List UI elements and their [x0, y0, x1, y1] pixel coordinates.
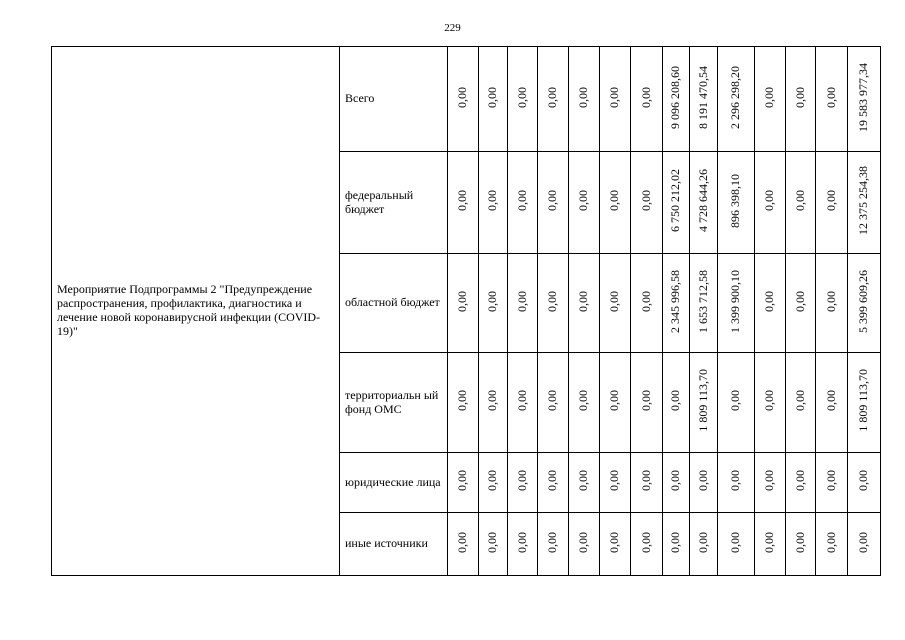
value-text: 0,00 [792, 290, 807, 312]
value-text: 0,00 [762, 470, 777, 492]
value-cell [755, 353, 786, 453]
value-text: 0,00 [607, 290, 622, 312]
measure-name-cell [52, 47, 340, 576]
funding-source-cell [340, 152, 448, 254]
value-cell [448, 353, 479, 453]
value-cell [663, 254, 690, 353]
value-cell [848, 453, 881, 513]
value-text: 0,00 [514, 290, 529, 312]
value-cell [538, 254, 569, 353]
value-cell [663, 453, 690, 513]
value-cell [538, 453, 569, 513]
value-text: 0,00 [455, 531, 470, 553]
value-text: 0,00 [762, 190, 777, 212]
value-cell [479, 453, 508, 513]
value-text: 0,00 [455, 390, 470, 412]
funding-source-label: областной бюджет [345, 295, 440, 310]
value-cell [508, 353, 538, 453]
value-cell [569, 513, 600, 576]
value-cell [479, 513, 508, 576]
value-text: 0,00 [762, 390, 777, 412]
value-cell [755, 47, 786, 152]
funding-source-label: Всего [345, 91, 375, 106]
value-cell [786, 254, 816, 353]
value-cell [816, 47, 848, 152]
value-text: 0,00 [856, 470, 871, 492]
page-number: 229 [444, 22, 461, 34]
value-cell [718, 47, 755, 152]
value-cell [816, 254, 848, 353]
value-text: 0,00 [823, 390, 838, 412]
value-cell [631, 254, 663, 353]
value-text: 2 345 996,58 [668, 269, 683, 333]
value-text: 0,00 [638, 470, 653, 492]
value-text: 0,00 [514, 190, 529, 212]
value-text: 0,00 [545, 470, 560, 492]
value-cell [508, 254, 538, 353]
funding-source-label: федеральный бюджет [345, 187, 414, 216]
table-row [52, 47, 881, 152]
value-text: 1 399 900,10 [728, 269, 743, 333]
value-text: 896 398,10 [728, 173, 743, 228]
value-text: 0,00 [695, 531, 710, 553]
value-cell [600, 513, 631, 576]
value-text: 0,00 [485, 531, 500, 553]
value-cell [600, 453, 631, 513]
value-cell [448, 453, 479, 513]
value-cell [755, 254, 786, 353]
value-cell [631, 47, 663, 152]
value-text: 8 191 470,54 [695, 65, 710, 129]
value-cell [848, 353, 881, 453]
value-text: 0,00 [485, 470, 500, 492]
value-cell [786, 353, 816, 453]
value-cell [631, 453, 663, 513]
value-text: 0,00 [823, 190, 838, 212]
value-cell [538, 152, 569, 254]
value-cell [786, 47, 816, 152]
value-text: 0,00 [638, 531, 653, 553]
value-text: 12 375 254,38 [856, 166, 871, 236]
value-text: 0,00 [455, 190, 470, 212]
value-cell [479, 152, 508, 254]
value-cell [600, 353, 631, 453]
value-text: 0,00 [792, 531, 807, 553]
value-cell [479, 254, 508, 353]
value-cell [848, 513, 881, 576]
value-cell [600, 254, 631, 353]
value-text: 0,00 [485, 390, 500, 412]
value-text: 0,00 [514, 86, 529, 108]
value-cell [600, 152, 631, 254]
value-text: 0,00 [576, 86, 591, 108]
value-cell [663, 513, 690, 576]
value-cell [508, 513, 538, 576]
value-text: 2 296 298,20 [728, 65, 743, 129]
value-cell [448, 47, 479, 152]
value-text: 0,00 [607, 531, 622, 553]
value-text: 0,00 [607, 390, 622, 412]
value-text: 19 583 977,34 [856, 62, 871, 132]
value-text: 0,00 [856, 531, 871, 553]
value-text: 0,00 [607, 86, 622, 108]
value-cell [479, 47, 508, 152]
value-text: 0,00 [792, 190, 807, 212]
value-cell [690, 47, 718, 152]
value-cell [718, 353, 755, 453]
value-text: 0,00 [545, 86, 560, 108]
value-text: 0,00 [823, 290, 838, 312]
value-text: 0,00 [792, 86, 807, 108]
value-text: 0,00 [576, 470, 591, 492]
value-text: 0,00 [545, 390, 560, 412]
funding-source-cell [340, 453, 448, 513]
value-text: 0,00 [823, 470, 838, 492]
value-text: 0,00 [823, 86, 838, 108]
value-cell [663, 152, 690, 254]
value-text: 0,00 [728, 531, 743, 553]
value-text: 0,00 [485, 190, 500, 212]
value-cell [718, 453, 755, 513]
value-text: 0,00 [762, 86, 777, 108]
value-text: 1 809 113,70 [695, 369, 710, 432]
value-text: 0,00 [545, 531, 560, 553]
value-cell [538, 513, 569, 576]
value-cell [479, 353, 508, 453]
value-text: 0,00 [638, 190, 653, 212]
value-cell [786, 453, 816, 513]
value-text: 0,00 [668, 531, 683, 553]
value-cell [690, 513, 718, 576]
value-text: 0,00 [455, 290, 470, 312]
value-cell [755, 453, 786, 513]
funding-source-label: территориальн ый фонд ОМС [345, 387, 439, 416]
value-text: 0,00 [607, 190, 622, 212]
funding-table [51, 46, 881, 576]
value-text: 0,00 [638, 86, 653, 108]
value-text: 0,00 [638, 390, 653, 412]
value-text: 0,00 [545, 190, 560, 212]
value-text: 0,00 [576, 531, 591, 553]
funding-source-cell [340, 513, 448, 576]
value-cell [663, 353, 690, 453]
value-text: 0,00 [792, 470, 807, 492]
value-cell [538, 47, 569, 152]
value-cell [816, 152, 848, 254]
value-text: 0,00 [728, 390, 743, 412]
funding-source-label: юридические лица [345, 474, 441, 489]
value-text: 0,00 [514, 531, 529, 553]
value-cell [448, 152, 479, 254]
value-cell [538, 353, 569, 453]
value-text: 4 728 644,26 [695, 169, 710, 233]
value-text: 1 653 712,58 [695, 269, 710, 333]
value-cell [569, 47, 600, 152]
value-text: 0,00 [485, 86, 500, 108]
value-cell [569, 453, 600, 513]
value-text: 0,00 [668, 390, 683, 412]
value-text: 0,00 [514, 390, 529, 412]
value-text: 0,00 [695, 470, 710, 492]
value-cell [718, 254, 755, 353]
value-text: 0,00 [576, 390, 591, 412]
funding-table-body [52, 47, 881, 576]
value-cell [755, 513, 786, 576]
value-text: 0,00 [485, 290, 500, 312]
value-text: 0,00 [762, 531, 777, 553]
value-cell [690, 254, 718, 353]
value-cell [448, 254, 479, 353]
value-cell [569, 152, 600, 254]
value-text: 0,00 [576, 290, 591, 312]
value-text: 0,00 [455, 470, 470, 492]
value-text: 0,00 [792, 390, 807, 412]
value-cell [600, 47, 631, 152]
value-cell [690, 152, 718, 254]
value-cell [718, 513, 755, 576]
value-text: 0,00 [728, 470, 743, 492]
value-cell [848, 254, 881, 353]
value-cell [569, 353, 600, 453]
value-text: 0,00 [514, 470, 529, 492]
value-text: 0,00 [455, 86, 470, 108]
funding-source-cell [340, 353, 448, 453]
value-cell [690, 453, 718, 513]
value-cell [755, 152, 786, 254]
value-text: 5 399 609,26 [856, 269, 871, 333]
value-text: 9 096 208,60 [668, 65, 683, 129]
value-text: 0,00 [823, 531, 838, 553]
funding-source-cell [340, 47, 448, 152]
value-cell [848, 152, 881, 254]
funding-source-cell [340, 254, 448, 353]
value-text: 0,00 [638, 290, 653, 312]
value-text: 0,00 [762, 290, 777, 312]
value-cell [816, 453, 848, 513]
value-cell [786, 152, 816, 254]
value-text: 0,00 [607, 470, 622, 492]
value-text: 0,00 [545, 290, 560, 312]
value-cell [663, 47, 690, 152]
value-cell [631, 353, 663, 453]
value-cell [848, 47, 881, 152]
value-cell [816, 513, 848, 576]
value-cell [508, 152, 538, 254]
value-text: 0,00 [576, 190, 591, 212]
value-cell [631, 152, 663, 254]
value-cell [786, 513, 816, 576]
funding-source-label: иные источники [345, 536, 428, 551]
value-cell [631, 513, 663, 576]
value-cell [718, 152, 755, 254]
value-cell [508, 47, 538, 152]
value-cell [690, 353, 718, 453]
value-cell [569, 254, 600, 353]
value-text: 1 809 113,70 [856, 369, 871, 432]
value-cell [508, 453, 538, 513]
value-cell [448, 513, 479, 576]
value-text: 6 750 212,02 [668, 169, 683, 233]
value-cell [816, 353, 848, 453]
value-text: 0,00 [668, 470, 683, 492]
measure-name: Мероприятие Подпрограммы 2 "Предупреждение распространения, профилактика, диагностика и лечение новой коронавирусной инфекции (COVID-19)" [57, 282, 321, 338]
